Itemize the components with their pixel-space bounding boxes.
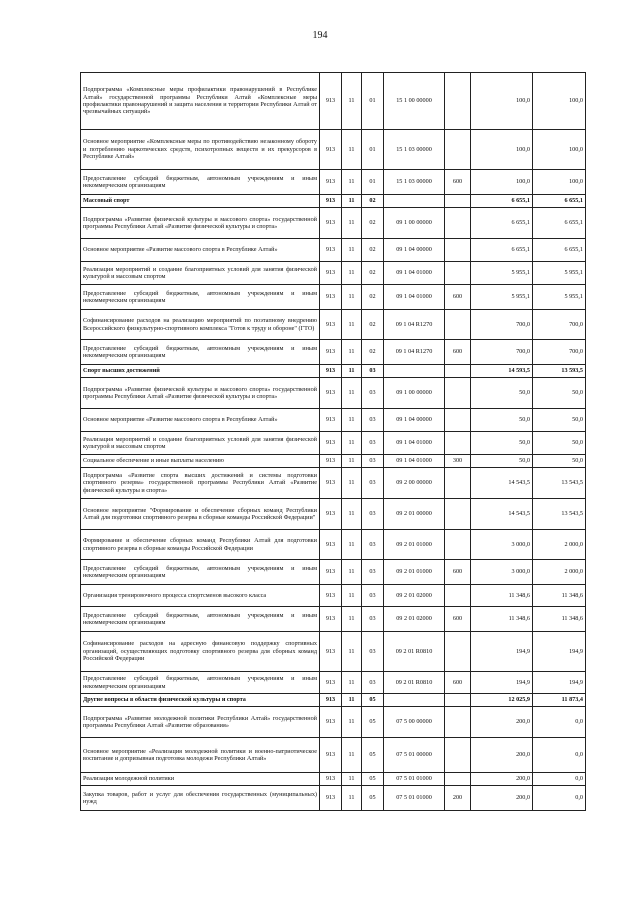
row-subsection-code: 03 bbox=[362, 632, 384, 672]
row-target-article bbox=[384, 195, 445, 208]
row-expense-type: 300 bbox=[445, 455, 471, 468]
row-amount-year-2: 5 955,1 bbox=[533, 262, 586, 285]
row-ved-code: 913 bbox=[320, 285, 342, 310]
row-name: Организация тренировочного процесса спортсменов высокого класса bbox=[81, 585, 320, 607]
row-name: Основное мероприятие "Формирование и обеспечение сборных команд Республики Алтай для подготовки спортивного резерва в сборные команды Российской Федерации" bbox=[81, 499, 320, 530]
table-row bbox=[81, 560, 586, 585]
page-number: 194 bbox=[312, 30, 328, 41]
row-expense-type bbox=[445, 365, 471, 378]
row-target-article: 09 1 00 00000 bbox=[384, 378, 445, 409]
row-target-article: 09 1 04 R1270 bbox=[384, 340, 445, 365]
row-section-code: 11 bbox=[342, 432, 362, 455]
table-row bbox=[81, 340, 586, 365]
row-section-code: 11 bbox=[342, 499, 362, 530]
row-section-code: 11 bbox=[342, 632, 362, 672]
row-subsection-code: 05 bbox=[362, 786, 384, 811]
row-target-article: 09 2 01 01000 bbox=[384, 560, 445, 585]
row-name: Подпрограмма «Развитие спорта высших достижений и системы подготовки спортивного резерва» государственной программы Республики Алтай «Развитие физической культуры и спорта» bbox=[81, 468, 320, 499]
row-expense-type: 600 bbox=[445, 672, 471, 694]
row-subsection-code: 05 bbox=[362, 694, 384, 707]
row-target-article: 09 2 00 00000 bbox=[384, 468, 445, 499]
row-name: Социальное обеспечение и иные выплаты населению bbox=[81, 455, 320, 468]
row-expense-type bbox=[445, 432, 471, 455]
row-target-article: 09 1 04 01000 bbox=[384, 455, 445, 468]
row-name: Основное мероприятие «Развитие массового спорта в Республике Алтай» bbox=[81, 409, 320, 432]
row-name: Подпрограмма «Развитие физической культуры и массового спорта» государственной программы Республики Алтай «Развитие физической культуры и спорта» bbox=[81, 378, 320, 409]
row-subsection-code: 01 bbox=[362, 170, 384, 195]
row-ved-code: 913 bbox=[320, 632, 342, 672]
row-target-article: 09 2 01 01000 bbox=[384, 530, 445, 560]
table-row bbox=[81, 73, 586, 130]
row-ved-code: 913 bbox=[320, 432, 342, 455]
table-row bbox=[81, 632, 586, 672]
budget-table bbox=[80, 72, 586, 811]
row-section-code: 11 bbox=[342, 738, 362, 773]
row-section-code: 11 bbox=[342, 560, 362, 585]
table-row bbox=[81, 285, 586, 310]
row-subsection-code: 02 bbox=[362, 340, 384, 365]
row-expense-type bbox=[445, 694, 471, 707]
row-name: Основное мероприятие «Комплексные меры по противодействию незаконному обороту и потреблению наркотических средств, психотропных веществ и их прекурсоров в Республике Алтай» bbox=[81, 130, 320, 170]
row-section-code: 11 bbox=[342, 585, 362, 607]
row-name: Реализация мероприятий и создание благоприятных условий для занятия физической культурой и массовым спортом bbox=[81, 262, 320, 285]
row-amount-year-1: 100,0 bbox=[471, 170, 533, 195]
row-amount-year-2: 2 000,0 bbox=[533, 560, 586, 585]
row-target-article: 09 1 04 00000 bbox=[384, 409, 445, 432]
row-amount-year-1: 50,0 bbox=[471, 455, 533, 468]
row-name: Спорт высших достижений bbox=[81, 365, 320, 378]
row-expense-type bbox=[445, 409, 471, 432]
row-target-article: 09 1 04 01000 bbox=[384, 285, 445, 310]
row-name: Подпрограмма «Развитие физической культуры и массового спорта» государственной программы Республики Алтай «Развитие физической культуры и спорта» bbox=[81, 208, 320, 239]
row-amount-year-2: 6 655,1 bbox=[533, 239, 586, 262]
row-ved-code: 913 bbox=[320, 773, 342, 786]
row-expense-type bbox=[445, 530, 471, 560]
row-ved-code: 913 bbox=[320, 530, 342, 560]
row-name: Основное мероприятие «Реализация молодежной политики и военно-патриотическое воспитание и допризывная подготовка молодежи Республики Алтай» bbox=[81, 738, 320, 773]
table-row bbox=[81, 707, 586, 738]
row-expense-type bbox=[445, 310, 471, 340]
row-target-article: 15 1 00 00000 bbox=[384, 73, 445, 130]
table-row bbox=[81, 170, 586, 195]
row-section-code: 11 bbox=[342, 672, 362, 694]
row-expense-type bbox=[445, 378, 471, 409]
row-name: Подпрограмма «Комплексные меры профилактики правонарушений в Республике Алтай» государственной программы Республики Алтай «Комплексные меры профилактики правонарушений и защита населения и территории Республики Алтай от чрезвычайных ситуаций» bbox=[81, 73, 320, 130]
row-name: Реализация молодежной политики bbox=[81, 773, 320, 786]
row-expense-type bbox=[445, 262, 471, 285]
row-amount-year-1: 200,0 bbox=[471, 786, 533, 811]
row-amount-year-2: 13 543,5 bbox=[533, 499, 586, 530]
row-subsection-code: 03 bbox=[362, 378, 384, 409]
row-subsection-code: 03 bbox=[362, 585, 384, 607]
row-subsection-code: 01 bbox=[362, 73, 384, 130]
row-name: Закупка товаров, работ и услуг для обеспечения государственных (муниципальных) нужд bbox=[81, 786, 320, 811]
row-target-article: 09 1 04 00000 bbox=[384, 239, 445, 262]
row-amount-year-1: 14 543,5 bbox=[471, 499, 533, 530]
row-amount-year-1: 200,0 bbox=[471, 707, 533, 738]
row-section-code: 11 bbox=[342, 365, 362, 378]
row-expense-type bbox=[445, 239, 471, 262]
row-subsection-code: 03 bbox=[362, 560, 384, 585]
row-amount-year-1: 14 543,5 bbox=[471, 468, 533, 499]
row-section-code: 11 bbox=[342, 786, 362, 811]
row-section-code: 11 bbox=[342, 773, 362, 786]
row-expense-type: 600 bbox=[445, 560, 471, 585]
row-expense-type bbox=[445, 73, 471, 130]
row-amount-year-1: 6 655,1 bbox=[471, 239, 533, 262]
row-amount-year-1: 12 025,9 bbox=[471, 694, 533, 707]
row-subsection-code: 02 bbox=[362, 195, 384, 208]
row-ved-code: 913 bbox=[320, 707, 342, 738]
table-row bbox=[81, 130, 586, 170]
row-amount-year-1: 50,0 bbox=[471, 432, 533, 455]
row-ved-code: 913 bbox=[320, 262, 342, 285]
row-subsection-code: 02 bbox=[362, 310, 384, 340]
row-subsection-code: 03 bbox=[362, 530, 384, 560]
row-name: Предоставление субсидий бюджетным, автономным учреждениям и иным некоммерческим организациям bbox=[81, 560, 320, 585]
row-expense-type bbox=[445, 585, 471, 607]
row-expense-type: 200 bbox=[445, 786, 471, 811]
row-section-code: 11 bbox=[342, 170, 362, 195]
row-section-code: 11 bbox=[342, 530, 362, 560]
row-section-code: 11 bbox=[342, 707, 362, 738]
table-row bbox=[81, 208, 586, 239]
row-amount-year-1: 5 955,1 bbox=[471, 285, 533, 310]
row-expense-type bbox=[445, 707, 471, 738]
row-section-code: 11 bbox=[342, 694, 362, 707]
row-ved-code: 913 bbox=[320, 694, 342, 707]
row-amount-year-2: 0,0 bbox=[533, 773, 586, 786]
row-amount-year-1: 50,0 bbox=[471, 378, 533, 409]
row-ved-code: 913 bbox=[320, 409, 342, 432]
row-name: Софинансирование расходов на реализацию мероприятий по поэтапному внедрению Всероссийского физкультурно-спортивного комплекса "Готов к труду и обороне" (ГТО) bbox=[81, 310, 320, 340]
table-row bbox=[81, 786, 586, 811]
row-amount-year-1: 11 348,6 bbox=[471, 585, 533, 607]
row-section-code: 11 bbox=[342, 73, 362, 130]
row-expense-type bbox=[445, 738, 471, 773]
row-ved-code: 913 bbox=[320, 499, 342, 530]
row-target-article: 09 2 01 00000 bbox=[384, 499, 445, 530]
row-subsection-code: 01 bbox=[362, 130, 384, 170]
row-amount-year-1: 194,9 bbox=[471, 672, 533, 694]
row-section-code: 11 bbox=[342, 378, 362, 409]
row-ved-code: 913 bbox=[320, 239, 342, 262]
row-name: Софинансирование расходов на адресную финансовую поддержку спортивных организаций, осуществляющих подготовку спортивного резерва для сборных команд Российской Федерации bbox=[81, 632, 320, 672]
row-amount-year-2: 13 543,5 bbox=[533, 468, 586, 499]
row-target-article: 07 5 01 00000 bbox=[384, 738, 445, 773]
row-section-code: 11 bbox=[342, 262, 362, 285]
row-subsection-code: 05 bbox=[362, 738, 384, 773]
row-amount-year-2: 0,0 bbox=[533, 707, 586, 738]
row-ved-code: 913 bbox=[320, 130, 342, 170]
row-target-article: 09 1 04 01000 bbox=[384, 432, 445, 455]
table-row bbox=[81, 530, 586, 560]
row-amount-year-1: 700,0 bbox=[471, 310, 533, 340]
row-ved-code: 913 bbox=[320, 378, 342, 409]
row-subsection-code: 03 bbox=[362, 672, 384, 694]
row-name: Формирование и обеспечение сборных команд Республики Алтай для подготовки спортивного резерва в сборные команды Российской Федерации bbox=[81, 530, 320, 560]
row-amount-year-2: 100,0 bbox=[533, 130, 586, 170]
row-section-code: 11 bbox=[342, 130, 362, 170]
row-name: Основное мероприятие «Развитие массового спорта в Республике Алтай» bbox=[81, 239, 320, 262]
row-target-article: 09 1 04 R1270 bbox=[384, 310, 445, 340]
row-name: Другие вопросы в области физической культуры и спорта bbox=[81, 694, 320, 707]
row-amount-year-2: 100,0 bbox=[533, 170, 586, 195]
row-expense-type bbox=[445, 195, 471, 208]
table-row bbox=[81, 239, 586, 262]
row-ved-code: 913 bbox=[320, 208, 342, 239]
row-expense-type bbox=[445, 208, 471, 239]
row-ved-code: 913 bbox=[320, 738, 342, 773]
table-row bbox=[81, 499, 586, 530]
row-target-article: 15 1 03 00000 bbox=[384, 130, 445, 170]
row-name: Реализация мероприятий и создание благоприятных условий для занятия физической культурой и массовым спортом bbox=[81, 432, 320, 455]
row-name: Предоставление субсидий бюджетным, автономным учреждениям и иным некоммерческим организациям bbox=[81, 285, 320, 310]
row-ved-code: 913 bbox=[320, 310, 342, 340]
row-amount-year-2: 11 348,6 bbox=[533, 607, 586, 632]
row-amount-year-1: 700,0 bbox=[471, 340, 533, 365]
row-target-article: 09 2 01 R0810 bbox=[384, 672, 445, 694]
row-section-code: 11 bbox=[342, 409, 362, 432]
row-amount-year-1: 3 000,0 bbox=[471, 560, 533, 585]
table-row bbox=[81, 607, 586, 632]
row-amount-year-2: 700,0 bbox=[533, 340, 586, 365]
row-ved-code: 913 bbox=[320, 786, 342, 811]
table-row bbox=[81, 773, 586, 786]
row-subsection-code: 02 bbox=[362, 262, 384, 285]
row-name: Массовый спорт bbox=[81, 195, 320, 208]
row-amount-year-2: 700,0 bbox=[533, 310, 586, 340]
row-amount-year-2: 6 655,1 bbox=[533, 195, 586, 208]
row-amount-year-1: 100,0 bbox=[471, 73, 533, 130]
table-row bbox=[81, 468, 586, 499]
row-subsection-code: 03 bbox=[362, 607, 384, 632]
row-name: Предоставление субсидий бюджетным, автономным учреждениям и иным некоммерческим организациям bbox=[81, 170, 320, 195]
row-amount-year-2: 0,0 bbox=[533, 738, 586, 773]
table-row bbox=[81, 365, 586, 378]
row-target-article: 07 5 00 00000 bbox=[384, 707, 445, 738]
row-target-article: 09 1 00 00000 bbox=[384, 208, 445, 239]
row-subsection-code: 03 bbox=[362, 409, 384, 432]
row-expense-type: 600 bbox=[445, 170, 471, 195]
table-row bbox=[81, 310, 586, 340]
row-name: Предоставление субсидий бюджетным, автономным учреждениям и иным некоммерческим организациям bbox=[81, 607, 320, 632]
row-ved-code: 913 bbox=[320, 340, 342, 365]
row-ved-code: 913 bbox=[320, 73, 342, 130]
row-expense-type: 600 bbox=[445, 285, 471, 310]
row-ved-code: 913 bbox=[320, 607, 342, 632]
row-subsection-code: 05 bbox=[362, 707, 384, 738]
row-section-code: 11 bbox=[342, 208, 362, 239]
row-expense-type bbox=[445, 499, 471, 530]
row-amount-year-1: 5 955,1 bbox=[471, 262, 533, 285]
row-amount-year-2: 50,0 bbox=[533, 378, 586, 409]
row-amount-year-1: 14 593,5 bbox=[471, 365, 533, 378]
row-ved-code: 913 bbox=[320, 195, 342, 208]
row-section-code: 11 bbox=[342, 310, 362, 340]
row-subsection-code: 03 bbox=[362, 499, 384, 530]
row-ved-code: 913 bbox=[320, 170, 342, 195]
row-subsection-code: 03 bbox=[362, 455, 384, 468]
row-section-code: 11 bbox=[342, 239, 362, 262]
row-amount-year-2: 50,0 bbox=[533, 409, 586, 432]
row-amount-year-1: 6 655,1 bbox=[471, 208, 533, 239]
table-row bbox=[81, 455, 586, 468]
row-amount-year-2: 50,0 bbox=[533, 432, 586, 455]
table-row bbox=[81, 585, 586, 607]
row-target-article: 09 2 01 R0810 bbox=[384, 632, 445, 672]
row-expense-type bbox=[445, 773, 471, 786]
row-section-code: 11 bbox=[342, 285, 362, 310]
row-subsection-code: 02 bbox=[362, 285, 384, 310]
row-expense-type bbox=[445, 468, 471, 499]
row-target-article: 09 2 01 02000 bbox=[384, 607, 445, 632]
row-target-article bbox=[384, 694, 445, 707]
table-row bbox=[81, 432, 586, 455]
row-amount-year-2: 6 655,1 bbox=[533, 208, 586, 239]
table-row bbox=[81, 738, 586, 773]
row-amount-year-2: 11 348,6 bbox=[533, 585, 586, 607]
row-amount-year-1: 6 655,1 bbox=[471, 195, 533, 208]
row-section-code: 11 bbox=[342, 468, 362, 499]
row-amount-year-2: 0,0 bbox=[533, 786, 586, 811]
row-target-article: 07 5 01 01000 bbox=[384, 786, 445, 811]
row-ved-code: 913 bbox=[320, 455, 342, 468]
table-row bbox=[81, 378, 586, 409]
table-row bbox=[81, 262, 586, 285]
row-amount-year-1: 100,0 bbox=[471, 130, 533, 170]
row-expense-type bbox=[445, 632, 471, 672]
row-target-article: 07 5 01 01000 bbox=[384, 773, 445, 786]
row-target-article: 09 2 01 02000 bbox=[384, 585, 445, 607]
row-target-article: 15 1 03 00000 bbox=[384, 170, 445, 195]
row-section-code: 11 bbox=[342, 340, 362, 365]
row-subsection-code: 03 bbox=[362, 468, 384, 499]
row-amount-year-1: 50,0 bbox=[471, 409, 533, 432]
row-name: Предоставление субсидий бюджетным, автономным учреждениям и иным некоммерческим организациям bbox=[81, 672, 320, 694]
row-ved-code: 913 bbox=[320, 672, 342, 694]
row-ved-code: 913 bbox=[320, 585, 342, 607]
row-ved-code: 913 bbox=[320, 560, 342, 585]
row-subsection-code: 03 bbox=[362, 365, 384, 378]
row-amount-year-1: 11 348,6 bbox=[471, 607, 533, 632]
row-amount-year-1: 200,0 bbox=[471, 773, 533, 786]
row-ved-code: 913 bbox=[320, 468, 342, 499]
row-subsection-code: 02 bbox=[362, 239, 384, 262]
row-target-article bbox=[384, 365, 445, 378]
row-amount-year-2: 100,0 bbox=[533, 73, 586, 130]
row-expense-type: 600 bbox=[445, 607, 471, 632]
row-amount-year-1: 200,0 bbox=[471, 738, 533, 773]
row-amount-year-1: 3 000,0 bbox=[471, 530, 533, 560]
row-amount-year-2: 2 000,0 bbox=[533, 530, 586, 560]
row-name: Предоставление субсидий бюджетным, автономным учреждениям и иным некоммерческим организациям bbox=[81, 340, 320, 365]
row-target-article: 09 1 04 01000 bbox=[384, 262, 445, 285]
table-row bbox=[81, 672, 586, 694]
table-row bbox=[81, 195, 586, 208]
row-amount-year-1: 194,9 bbox=[471, 632, 533, 672]
row-expense-type: 600 bbox=[445, 340, 471, 365]
row-subsection-code: 02 bbox=[362, 208, 384, 239]
row-section-code: 11 bbox=[342, 195, 362, 208]
row-amount-year-2: 13 593,5 bbox=[533, 365, 586, 378]
row-amount-year-2: 5 955,1 bbox=[533, 285, 586, 310]
row-expense-type bbox=[445, 130, 471, 170]
row-amount-year-2: 194,9 bbox=[533, 632, 586, 672]
row-section-code: 11 bbox=[342, 607, 362, 632]
row-amount-year-2: 11 873,4 bbox=[533, 694, 586, 707]
row-section-code: 11 bbox=[342, 455, 362, 468]
row-subsection-code: 03 bbox=[362, 432, 384, 455]
row-ved-code: 913 bbox=[320, 365, 342, 378]
row-subsection-code: 05 bbox=[362, 773, 384, 786]
table-row bbox=[81, 694, 586, 707]
table-row bbox=[81, 409, 586, 432]
row-name: Подпрограмма «Развитие молодежной политики Республики Алтай» государственной программы Республики Алтай «Развитие образования» bbox=[81, 707, 320, 738]
row-amount-year-2: 194,9 bbox=[533, 672, 586, 694]
row-amount-year-2: 50,0 bbox=[533, 455, 586, 468]
